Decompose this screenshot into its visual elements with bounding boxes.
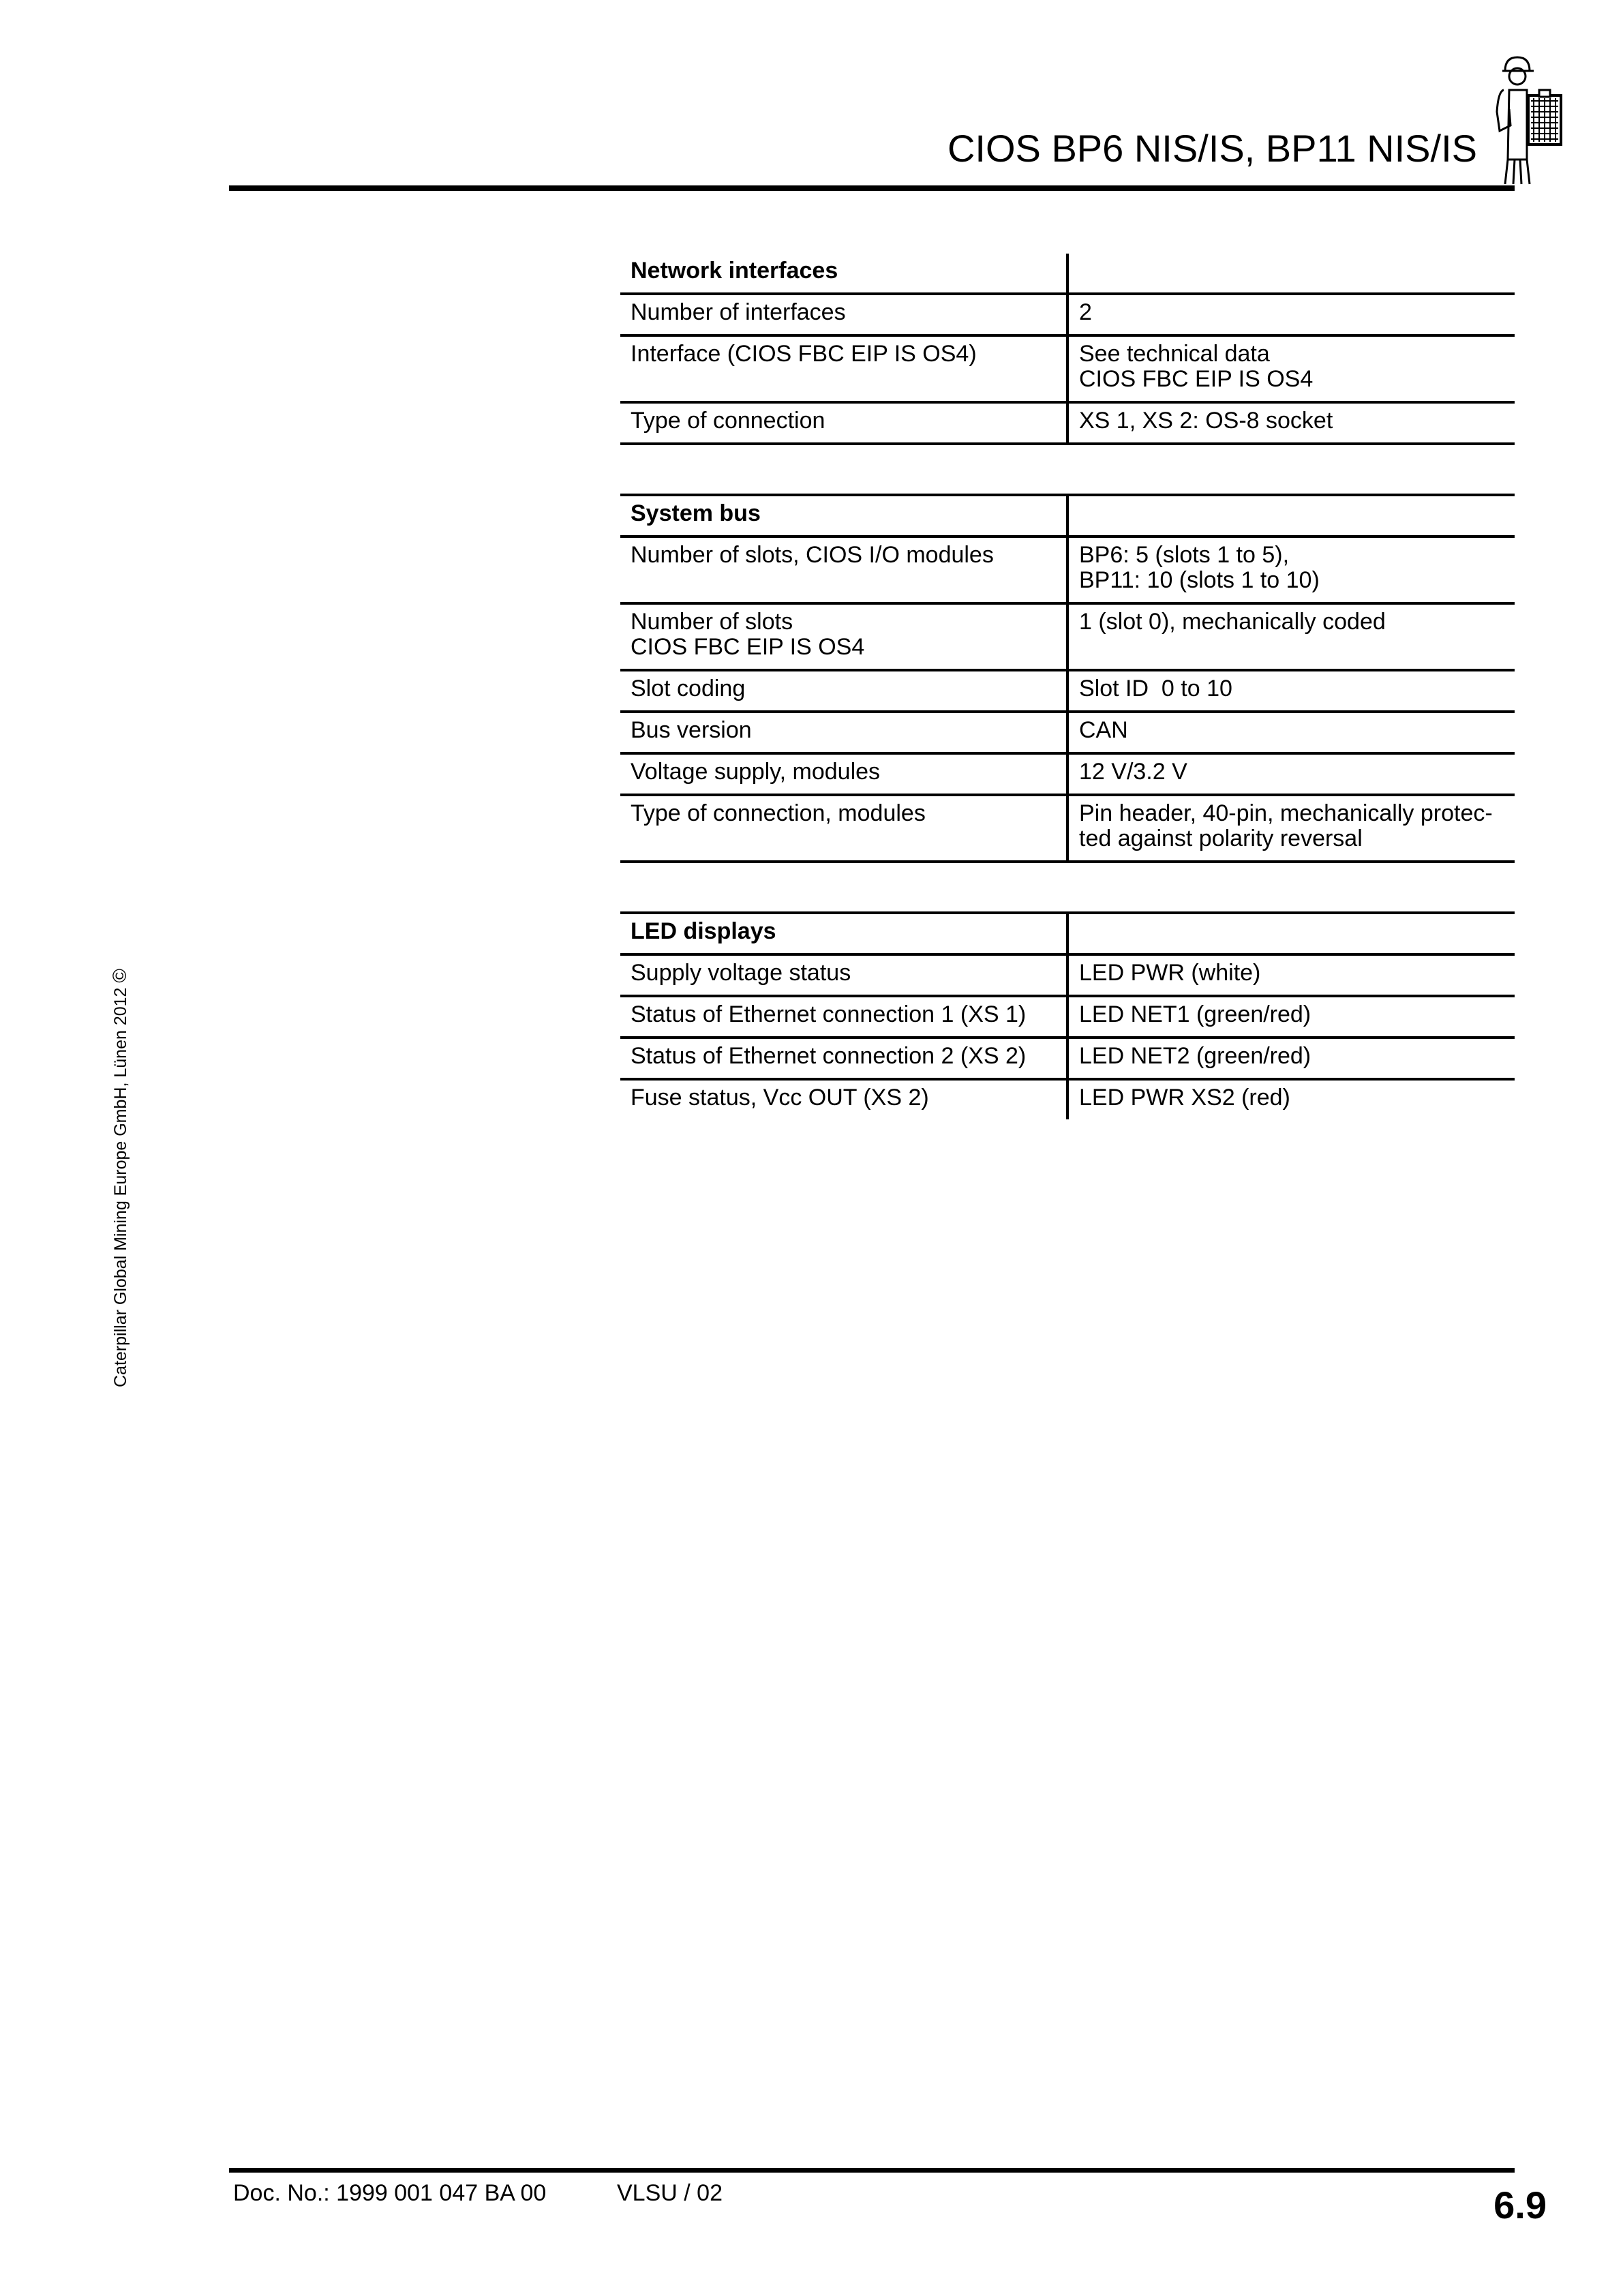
footer-rule — [229, 2168, 1515, 2173]
row-label: Supply voltage status — [631, 960, 851, 986]
row-label: Bus version — [631, 717, 752, 743]
worker-with-clipboard-icon — [1485, 50, 1566, 187]
row-label: Status of Ethernet connection 1 (XS 1) — [631, 1001, 1027, 1027]
table-row — [620, 537, 1515, 603]
system-bus-table — [620, 494, 1515, 863]
table-heading-row — [620, 913, 1515, 954]
row-label: Number of slots CIOS FBC EIP IS OS4 — [631, 609, 865, 660]
row-label: Voltage supply, modules — [631, 759, 881, 785]
table-row — [620, 402, 1515, 444]
row-value: See technical data CIOS FBC EIP IS OS4 — [1067, 335, 1515, 402]
table-heading: Network interfaces — [631, 258, 838, 284]
header-rule — [229, 185, 1515, 191]
page-number: 6.9 — [1493, 2184, 1547, 2226]
revision-label: VLSU / 02 — [617, 2180, 723, 2206]
row-label: Number of slots, CIOS I/O modules — [631, 542, 994, 568]
row-value: LED PWR XS2 (red) — [1067, 1079, 1515, 1119]
row-label: Type of connection — [631, 408, 825, 434]
table-row — [620, 996, 1515, 1038]
table-row — [620, 753, 1515, 795]
table-row — [620, 712, 1515, 753]
row-label: Slot coding — [631, 676, 746, 701]
row-value: 12 V/3.2 V — [1067, 753, 1515, 795]
table-row — [620, 335, 1515, 402]
table-row — [620, 954, 1515, 996]
row-label: Fuse status, Vcc OUT (XS 2) — [631, 1085, 929, 1111]
row-label: Status of Ethernet connection 2 (XS 2) — [631, 1043, 1027, 1069]
row-label: Type of connection, modules — [631, 800, 926, 826]
table-heading: LED displays — [631, 918, 776, 944]
row-value: LED NET1 (green/red) — [1067, 996, 1515, 1038]
table-heading-row — [620, 495, 1515, 537]
row-value: BP6: 5 (slots 1 to 5), BP11: 10 (slots 1 to 10) — [1067, 537, 1515, 603]
table-row — [620, 603, 1515, 670]
row-value: 2 — [1067, 294, 1515, 335]
table-heading-row — [620, 254, 1515, 294]
table-row — [620, 294, 1515, 335]
row-label: Number of interfaces — [631, 299, 846, 325]
row-value: XS 1, XS 2: OS-8 socket — [1067, 402, 1515, 444]
row-value: Slot ID 0 to 10 — [1067, 670, 1515, 712]
table-row — [620, 1038, 1515, 1079]
copyright-symbol: © — [109, 968, 130, 983]
row-value: LED PWR (white) — [1067, 954, 1515, 996]
row-value: 1 (slot 0), mechanically coded — [1067, 603, 1515, 670]
table-row — [620, 795, 1515, 862]
row-value: Pin header, 40-pin, mechanically protec- ted against polarity reversal — [1067, 795, 1515, 862]
led-displays-table — [620, 911, 1515, 1119]
table-row — [620, 670, 1515, 712]
table-row — [620, 1079, 1515, 1119]
copyright-notice — [109, 969, 131, 1387]
document-title: CIOS BP6 NIS/IS, BP11 NIS/IS — [947, 127, 1477, 170]
network-interfaces-table — [620, 254, 1515, 445]
row-label: Interface (CIOS FBC EIP IS OS4) — [631, 341, 977, 367]
copyright-text: Caterpillar Global Mining Europe GmbH, Lünen 2012 — [111, 987, 130, 1387]
row-value: CAN — [1067, 712, 1515, 753]
document-number: Doc. No.: 1999 001 047 BA 00 — [233, 2180, 547, 2206]
table-heading: System bus — [631, 500, 761, 526]
row-value: LED NET2 (green/red) — [1067, 1038, 1515, 1079]
